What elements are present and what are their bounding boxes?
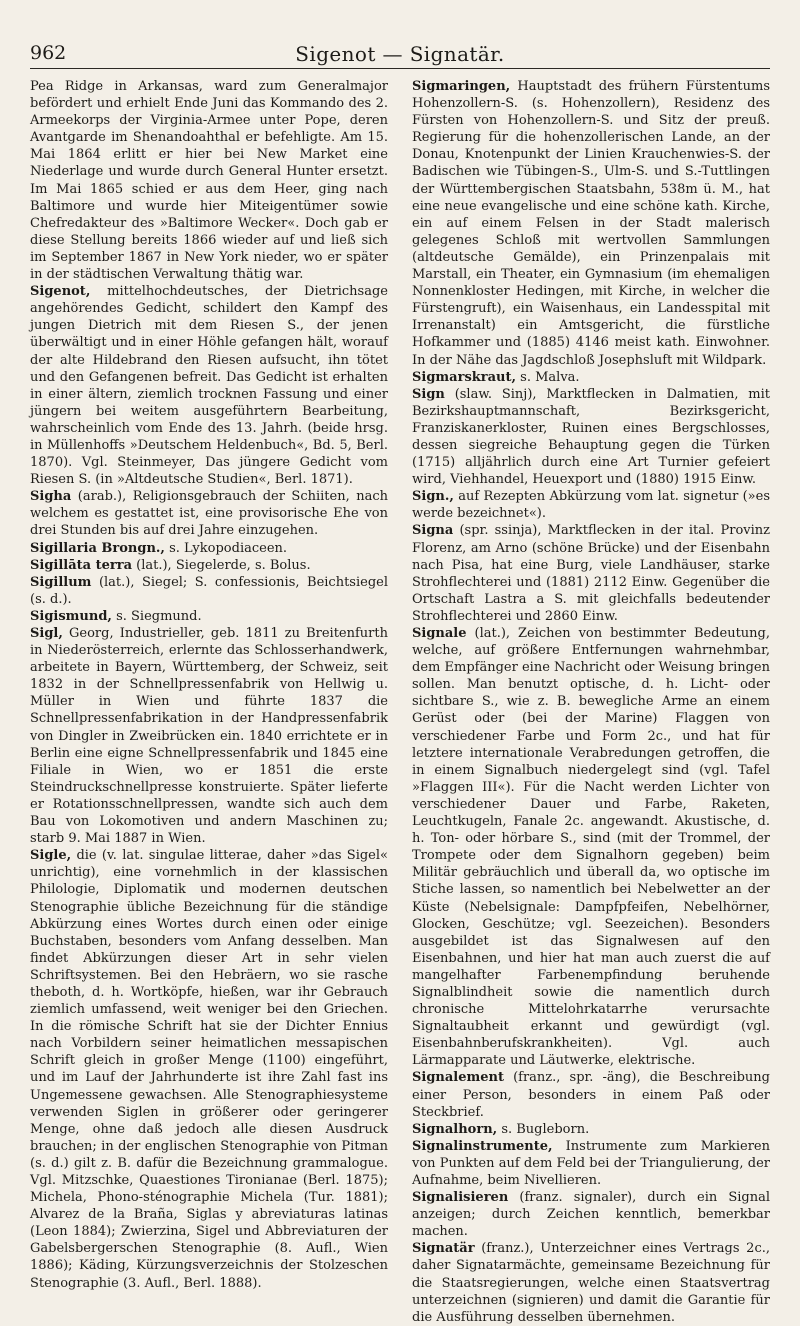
entry-headword: Signale <box>412 626 467 641</box>
dictionary-entry <box>30 625 388 847</box>
dictionary-entry <box>412 78 770 369</box>
entry-headword: Sigl, <box>30 626 63 641</box>
left-column <box>30 78 388 1291</box>
dictionary-entry <box>30 78 388 283</box>
entry-headword: Signatär <box>412 1241 475 1257</box>
dictionary-entry <box>30 608 388 625</box>
entry-headword: Sign., <box>412 489 454 505</box>
dictionary-entry <box>412 369 770 386</box>
dictionary-entry <box>412 1069 770 1120</box>
dictionary-entry <box>30 540 388 557</box>
entry-headword: Signalisieren <box>412 1190 509 1206</box>
entry-headword: Sigmarskraut, <box>412 369 517 385</box>
page-number: 962 <box>30 42 67 64</box>
entry-text: mittelhochdeutsches, der Dietrichsage angehörendes Gedicht, schildert den Kampf des jungen Dietrich mit dem Riesen S., der jenen überwältigt und in einer Höhle gefangen hält, worauf der alte Hildebrand den Riesen aufsucht, ihn tötet und den Gefangenen befreit. Das Gedicht ist erhalten in einer ältern, ziemlich trocknen Fassung und einer jüngern bei weitem ausgeführtern Bearbeitung, wahrscheinlich vom Ende des 13. Jahrh. (beide hrsg. in Müllenhoffs »Deutschem Heldenbuch«, Bd. 5, Berl. 1870). Vgl. Steinmeyer, Das jüngere Gedicht vom Riesen S. (in »Altdeutsche Studien«, Berl. 1871). <box>30 284 388 488</box>
entry-text: (franz. signaler), durch ein Signal anzeigen; durch Zeichen kenntlich, bemerkbar machen. <box>412 1190 770 1240</box>
right-column <box>412 78 770 1325</box>
entry-text: (lat.), Siegelerde, s. Bolus. <box>132 557 311 573</box>
entry-text: (franz., spr. -äng), die Beschreibung einer Person, besonders in einem Paß oder Steckbrief. <box>412 1070 770 1120</box>
entry-headword: Sigle, <box>30 848 72 864</box>
entry-headword: Signalhorn, <box>412 1121 498 1137</box>
page-header <box>30 38 770 69</box>
entry-headword: Sigha <box>30 489 72 505</box>
dictionary-entry <box>412 625 770 1069</box>
dictionary-entry <box>412 488 770 522</box>
entry-headword: Sigillāta terra <box>30 557 133 573</box>
entry-headword: Signalement <box>412 1070 504 1086</box>
entry-text: (lat.), Zeichen von bestimmter Bedeutung, welche, auf größere Entfernungen wahrnehmbar, dem Empfänger eine Nachricht oder Weisung bringen sollen. Man benutzt optische, d. h. Licht- oder sichtbare S., wie z. B. bewegliche Arme an einem Gerüst oder (bei der Marine) Flaggen von verschiedener Farbe und Form 2c., und hat für letztere internationale Verabredungen getroffen, die in einem Signalbuch niedergelegt sind (vgl. Tafel »Flaggen III«). Für die Nacht werden Lichter von verschiedener Dauer und Farbe, Raketen, Leuchtkugeln, Fanale 2c. angewandt. Akustische, d. h. Ton- oder hörbare S., sind (mit der Trommel, der Trompete oder dem Signalhorn gegeben) beim Militär gebräuchlich und überall da, wo optische im Stiche lassen, so namentlich bei Nebelwetter an der Küste (Nebelsignale: Dampfpfeifen, Nebelhörner, Glocken, Geschütze; vgl. Seezeichen). Besonders ausgebildet ist das Signalwesen auf den Eisenbahnen, und hier hat man auch zuerst die auf mangelhafter Farbenempfindung beruhende Signalblindheit sowie die namentlich durch chronische Mittelohrkatarrhe verursachte Signaltaubheit erkannt und gewürdigt (vgl. Eisenbahnberufskrankheiten). Vgl. auch Lärmapparate und Läutwerke, elektrische. <box>412 626 770 1069</box>
entry-text: s. Bugleborn. <box>497 1121 590 1137</box>
dictionary-entry <box>412 1189 770 1240</box>
entry-text: s. Malva. <box>516 369 580 385</box>
dictionary-entry <box>30 847 388 1291</box>
dictionary-entry <box>30 488 388 539</box>
entry-headword: Sign <box>412 386 445 402</box>
entry-headword: Signalinstrumente, <box>412 1138 553 1154</box>
entry-text: (slaw. Sinj), Marktflecken in Dalmatien, mit Bezirkshauptmannschaft, Bezirksgericht, Franziskanerkloster, Ruinen eines Bergschlosses, dessen siegreiche Behauptung gegen die Türken (1715) alljährlich durch eine Art Turnier gefeiert wird, Viehhandel, Heuexport und (1880) 1915 Einw. <box>412 386 770 488</box>
entry-text: (arab.), Religionsgebrauch der Schiiten, nach welchem es gestattet ist, eine provisorische Ehe von drei Stunden bis auf drei Jahre einzugehen. <box>30 489 388 539</box>
entry-text: Hauptstadt des frühern Fürstentums Hohenzollern-S. (s. Hohenzollern), Residenz des Fürsten von Hohenzollern-S. und Sitz der preuß. Regierung für die hohenzollerischen Lande, an der Donau, Knotenpunkt der Linien Krauchenwies-S. der Badischen wie Tübingen-S., Ulm-S. und S.-Tuttlingen der Württembergischen Staatsbahn, 538m ü. M., hat eine neue evangelische und eine schöne kath. Kirche, ein auf einem Felsen in der Stadt malerisch gelegenes Schloß mit wertvollen Sammlungen (altdeutsche Gemälde), ein Prinzenpalais mit Marstall, ein Theater, ein Gymnasium (im ehemaligen Nonnenkloster Hedingen, mit Kirche, in welcher die Fürstengruft), ein Waisenhaus, ein Landesspital mit Irrenanstalt) ein Amtsgericht, die fürstliche Hofkammer und (1885) 4146 meist kath. Einwohner. In der Nähe das Jagdschloß Josephsluft mit Wildpark. <box>412 79 770 368</box>
dictionary-entry <box>412 386 770 489</box>
entry-headword: Sigmaringen, <box>412 79 511 94</box>
dictionary-entry <box>30 283 388 488</box>
entry-text: (lat.), Siegel; S. confessionis, Beichtsiegel (s. d.). <box>30 574 388 607</box>
entry-headword: Sigenot, <box>30 284 91 300</box>
entry-text: Pea Ridge in Arkansas, ward zum Generalmajor befördert und erhielt Ende Juni das Kommando des 2. Armeekorps der Virginia-Armee unter Pope, deren Avantgarde im Shenandoahthal er befehligte. Am 15. Mai 1864 erlitt er hier bei New Market eine Niederlage und wurde durch General Hunter ersetzt. Im Mai 1865 schied er aus dem Heer, ging nach Baltimore und wurde hier Miteigentümer sowie Chefredakteur des »Baltimore Wecker«. Doch gab er diese Stellung bereits 1866 wieder auf und ließ sich im September 1867 in New York nieder, wo er später in der städtischen Verwaltung thätig war. <box>30 79 388 283</box>
entry-text: auf Rezepten Abkürzung vom lat. signetur (»es werde bezeichnet«). <box>412 489 770 522</box>
entry-headword: Sigismund, <box>30 608 112 624</box>
entry-text: die (v. lat. singulae litterae, daher »das Sigel« unrichtig), eine vornehmlich in der klassischen Philologie, Diplomatik und modernen deutschen Stenographie übliche Bezeichnung für die ständige Abkürzung eines Wortes durch einen oder einige Buchstaben, besonders vom Anfang desselben. Man findet Abkürzungen dieser Art in sehr vielen Schriftsystemen. Bei den Hebräern, wo sie rasche theboth, d. h. Wortköpfe, hießen, war ihr Gebrauch ziemlich umfassend, weit weniger bei den Griechen. In die römische Schrift hat sie der Dichter Ennius nach Vorbildern seiner heimatlichen messapischen Schrift gleich in großer Menge (1100) eingeführt, und im Lauf der Jahrhunderte ist ihre Zahl fast ins Ungemessene gewachsen. Alle Stenographiesysteme verwenden Siglen in größerer oder geringerer Menge, ohne daß jedoch alle diesen Ausdruck brauchen; in der englischen Stenographie von Pitman (s. d.) gilt z. B. dafür die Bezeichnung grammalogue. Vgl. Mitzschke, Quaestiones Tironianae (Berl. 1875); Michela, Phono-sténographie Michela (Tur. 1881); Alvarez de la Braña, Siglas y abreviaturas latinas (Leon 1884); Zwierzina, Sigel und Abbreviaturen der Gabelsbergerschen Stenographie (8. Aufl., Wien 1886); Käding, Kürzungsverzeichnis der Stolzeschen Stenographie (3. Aufl., Berl. 1888). <box>30 848 388 1291</box>
entry-text: Georg, Industrieller, geb. 1811 zu Breitenfurth in Niederösterreich, erlernte das Schlosserhandwerk, arbeitete in Bayern, Württemberg, der Schweiz, seit 1832 in der Schnellpressenfabrik von Hellwig u. Müller in Wien und führte 1837 die Schnellpressenfabrikation in der Handpressenfabrik von Dingler in Zweibrücken ein. 1840 errichtete er in Berlin eine eigne Schnellpressenfabrik und 1845 eine Filiale in Wien, wo er 1851 die erste Steindruckschnellpresse konstruierte. Später lieferte er Rotationsschnellpressen, wandte sich auch dem Bau von Lokomotiven und andern Maschinen zu; starb 9. Mai 1887 in Wien. <box>30 626 388 847</box>
entry-text: (franz.), Unterzeichner eines Vertrags 2c., daher Signatarmächte, gemeinsame Bezeichnung für die Staatsregierungen, welche einen Staatsvertrag unterzeichnen (signieren) und damit die Garantie für die Ausführung desselben übernehmen. <box>412 1241 770 1325</box>
dictionary-entry <box>412 1121 770 1138</box>
page-title: Sigenot — Signatär. <box>295 42 505 66</box>
dictionary-entry <box>30 574 388 608</box>
entry-headword: Sigillaria Brongn., <box>30 540 165 556</box>
entry-text: (spr. ssinja), Marktflecken in der ital. Provinz Florenz, am Arno (schöne Brücke) und der Eisenbahn nach Pisa, hat eine Burg, viele Landhäuser, starke Strohflechterei und (1881) 2112 Einw. Gegenüber die Ortschaft Lastra a S. mit gleichfalls bedeutender Strohflechterei und 2860 Einw. <box>412 523 770 624</box>
entry-headword: Signa <box>412 523 454 539</box>
entry-text: Instrumente zum Markieren von Punkten auf dem Feld bei der Triangulierung, der Aufnahme, beim Nivellieren. <box>412 1138 770 1188</box>
entry-headword: Sigillum <box>30 574 92 590</box>
dictionary-entry <box>412 522 770 625</box>
dictionary-entry <box>412 1138 770 1189</box>
dictionary-entry <box>30 557 388 574</box>
entry-text: s. Lykopodiaceen. <box>164 540 288 556</box>
entry-text: s. Siegmund. <box>111 608 202 624</box>
dictionary-entry <box>412 1240 770 1325</box>
